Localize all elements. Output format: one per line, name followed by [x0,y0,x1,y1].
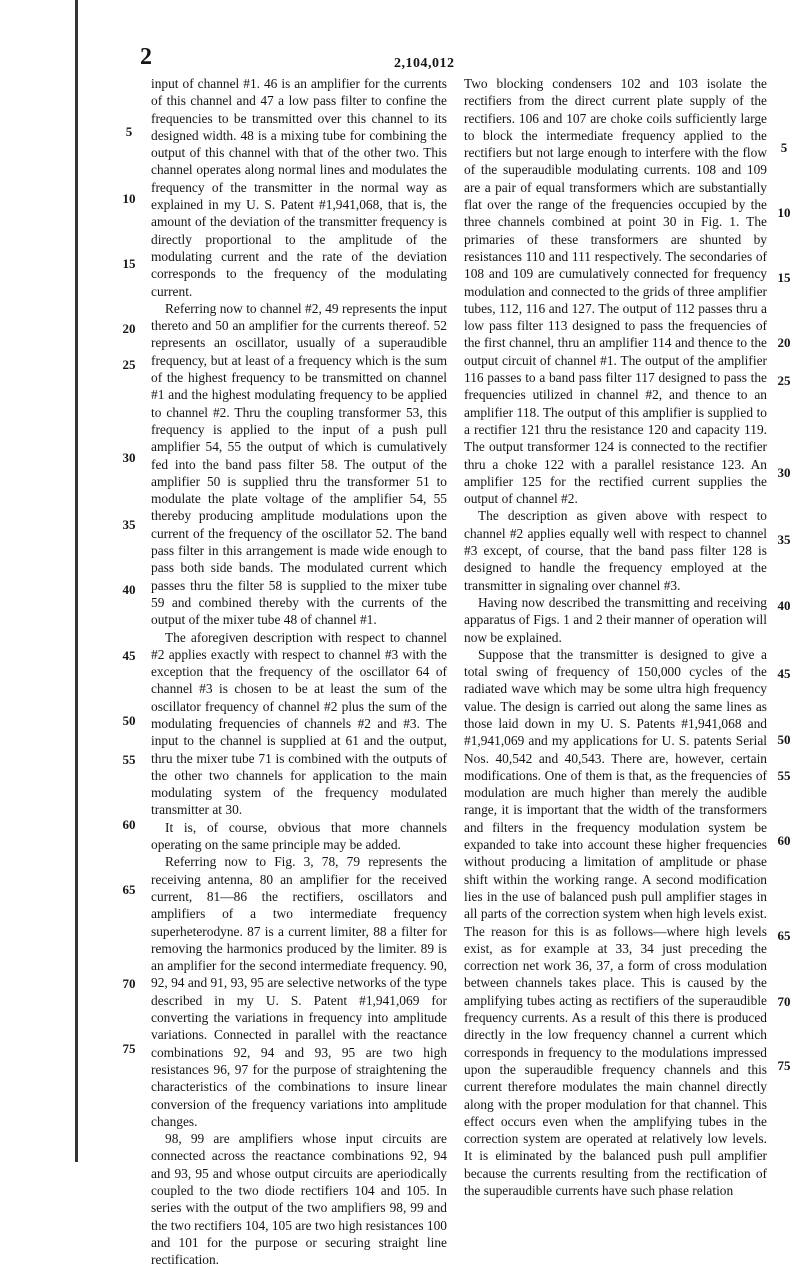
page-number: 2 [140,44,152,70]
left-line-number: 40 [122,582,136,597]
right-line-number: 65 [777,928,791,943]
left-line-number: 50 [122,713,136,728]
right-line-number: 75 [777,1058,791,1073]
right-line-number: 35 [777,532,791,547]
left-line-number: 30 [122,450,136,465]
right-line-number: 60 [777,833,791,848]
right-line-number: 45 [777,666,791,681]
right-paragraph-3: Having now described the transmitting and receiving apparatus of Figs. 1 and 2 their manner of operation will now be explained. [464,594,767,645]
left-line-number: 55 [122,752,136,767]
right-line-number: 10 [777,205,791,220]
left-line-number: 70 [122,976,136,991]
left-line-number: 65 [122,882,136,897]
left-line-number: 35 [122,517,136,532]
right-line-number: 5 [780,140,788,155]
right-line-number: 70 [777,994,791,1009]
left-line-number: 15 [122,256,136,271]
left-column [151,75,447,1268]
left-paragraph-1: input of channel #1. 46 is an amplifier for the currents of this channel and 47 a low pass filter to confine the frequencies to be transmitted over this channel to its designed width. 48 is a mixing tube for combining the output of this channel with that of the other two. This channel operates along normal lines and modulates the frequency of the transmitter in the normal way as explained in my U. S. Patent #1,941,068, that is, the amount of the deviation of the transmitter frequency is directly proportional to the amplitude of the modulating current and the rate of the deviation corresponds to the frequency of the modulating current. [151,76,447,299]
right-line-number: 40 [777,598,791,613]
right-line-number: 20 [777,335,791,350]
left-line-number: 45 [122,648,136,663]
left-paragraph-6: 98, 99 are amplifiers whose input circuits are connected across the reactance combinations 92, 94 and 93, 95 and whose output circuits are aperiodically coupled to the two diode rectifiers 104 and 105. In series with the output of the two amplifiers 98, 99 and the two rectifiers 104, 105 are two high resistances 100 and 101 for the purpose or securing straight line rectification. [151,1131,447,1268]
right-line-number: 30 [777,465,791,480]
right-paragraph-1: Two blocking condensers 102 and 103 isolate the rectifiers from the direct current plate supply of the rectifiers. 106 and 107 are choke coils sufficiently large to block the intermediate frequency applied to the rectifiers but not large enough to interfere with the flow of the superaudible modulating currents. 108 and 109 are a pair of equal transformers which are substantially flat over the range of the frequencies occupied by the three channels combined at point 30 in Fig. 1. The primaries of these transformers are shunted by resistances 110 and 111 respectively. The secondaries of 108 and 109 are cumulatively connected for frequency modulation and connected to the grids of three amplifier tubes, 112, 116 and 127. The output of 112 passes thru a low pass filter 113 designed to pass the frequencies of the first channel, thru an amplifier 114 and thence to the output circuit of channel #1. The output of the amplifier 116 passes to a band pass filter 117 designed to pass the frequencies utilized in channel #2, and thence to an amplifier 118. The output of this amplifier is supplied to a rectifier 121 thru the resistance 120 and capacity 119. The output transformer 124 is connected to the rectifier thru a choke 122 with a parallel resistance 123. An amplifier 125 for the rectified current supplies the output of channel #2. [464,76,767,507]
left-line-number: 10 [122,191,136,206]
left-line-number: 5 [125,124,133,139]
patent-number: 2,104,012 [394,56,455,71]
left-line-number: 20 [122,321,136,336]
left-line-number: 25 [122,357,136,372]
left-paragraph-4: It is, of course, obvious that more channels operating on the same principle may be added. [151,819,447,853]
right-line-number: 15 [777,270,791,285]
right-line-number: 55 [777,768,791,783]
left-line-number: 60 [122,817,136,832]
right-line-number: 50 [777,732,791,747]
left-paragraph-2: Referring now to channel #2, 49 represents the input thereto and 50 an amplifier for the currents thereof. 52 represents an oscillator, usually of a superaudible frequency, but at least of a frequency which is the sum of the highest frequency to be transmitted on channel #1 and the highest modulating frequency to be applied to channel #2. Thru the coupling transformer 53, this frequency is applied to the input of a push pull amplifier 54, 55 the output of which is cumulatively fed into the band pass filter 58. The output of the amplifier 50 is supplied thru the transformer 51 to modulate the plate voltage of the amplifier 54, 55 thereby producing amplitude modulations upon the current of the frequency of the oscillator 52. The band pass filter in this arrangement is made wide enough to pass both side bands. The modulated current which passes thru the filter 58 is supplied to the mixer tube 59 and combined thereby with the currents of the output of the mixer tube 48 of channel #1. [151,300,447,628]
left-margin-rule [75,0,78,1162]
left-paragraph-5: Referring now to Fig. 3, 78, 79 represents the receiving antenna, 80 an amplifier for the received current, 81—86 the rectifiers, oscillators and amplifiers of a two intermediate frequency superheterodyne. 87 is a current limiter, 88 a filter for removing the harmonics produced by the limiter. 89 is an amplifier for the second intermediate frequency. 90, 92, 94 and 91, 93, 95 are selective networks of the type described in my U. S. Patent #1,941,069 for converting the variations in frequency into amplitude variations. Connected in parallel with the reactance combinations 92, 94 and 93, 95 are two high resistances 96, 97 for the purpose of straightening the characteristics of the combinations to insure linear conversion of the frequency variations into amplitude changes. [151,854,447,1129]
right-column [464,75,767,1199]
left-line-number: 75 [122,1041,136,1056]
right-line-number: 25 [777,373,791,388]
left-paragraph-3: The aforegiven description with respect to channel #2 applies exactly with respect to channel #3 with the exception that the frequency of the oscillator 64 of channel #3 is chosen to be at least the sum of the oscillator frequency of channel #2 plus the sum of the modulating frequencies of channels #2 and #3. The input to the channel is supplied at 61 and the output, thru the mixer tube 71 is combined with the outputs of the other two channels for application to the main modulating system of the frequency modulated transmitter at 30. [151,629,447,818]
right-paragraph-2: The description as given above with respect to channel #2 applies equally well with respect to channel #3 except, of course, that the band pass filter 128 is designed to handle the frequency employed at the transmitter in signaling over channel #3. [464,508,767,593]
right-paragraph-4: Suppose that the transmitter is designed to give a total swing of frequency of 150,000 cycles of the radiated wave which may be some ultra high frequency value. The design is carried out along the same lines as those laid down in my U. S. Patents #1,941,068 and #1,941,069 and my applications for U. S. patents Serial Nos. 40,542 and 40,543. There are, however, certain modifications. One of them is that, as the frequencies of modulation are much higher than merely the audible range, it is important that the width of the transformers and filters in the frequency modulation system be expanded to take into account these higher frequencies without producing a limitation of amplitude or phase shift within the working range. A second modification lies in the use of balanced push pull amplifier stages in all parts of the correction system when high levels exist. The reason for this is as follows—where high levels exist, as for example at 33, 34 just preceding the correction net work 36, 37, a form of cross modulation between channels takes place. This is caused by the amplifying tubes acting as rectifiers of the superaudible frequency currents. As a result of this there is produced directly in the low frequency channel a current which corresponds in frequency to the modulations impressed upon the superaudible frequency channels and this current therefore modulates the main channel directly along with the proper modulation for that channel. This effect occurs even when the amplifying tubes in the correction system are operated at relatively low levels. It is eliminated by the balanced push pull amplifier because the currents resulting from the rectification of the superaudible currents have such phase relation [464,646,767,1198]
